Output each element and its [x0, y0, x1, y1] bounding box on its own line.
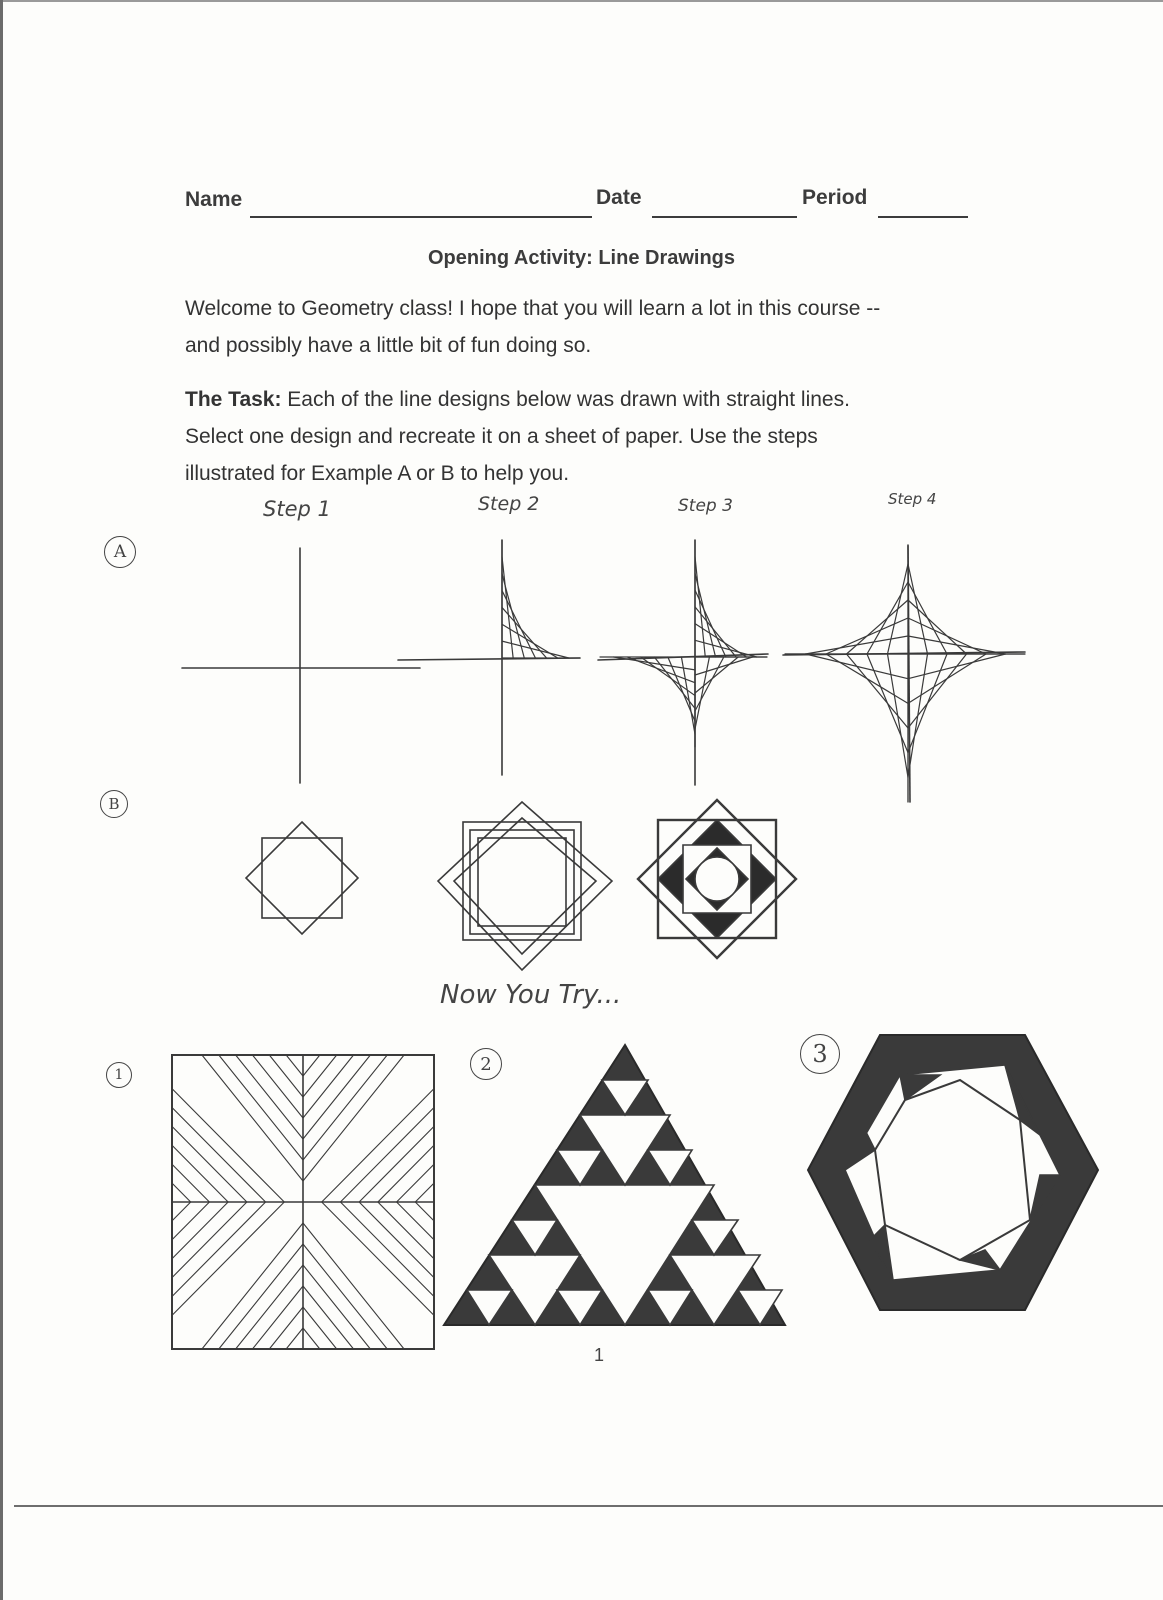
design-2-marker: 2 [470, 1048, 502, 1080]
task-line-3: illustrated for Example A or B to help you. [185, 462, 570, 485]
design-3-marker: 3 [800, 1034, 840, 1074]
example-a-step-1 [182, 548, 420, 783]
period-label: Period [802, 186, 868, 209]
task-label: The Task: [185, 388, 282, 411]
example-a-step-2 [398, 540, 580, 775]
example-a-marker: A [104, 536, 136, 568]
design-2-triangle [444, 1045, 785, 1325]
page-title: Opening Activity: Line Drawings [427, 247, 736, 269]
date-label: Date [596, 186, 642, 209]
step-1-label: Step 1 [263, 497, 331, 521]
example-b-step-1 [246, 822, 358, 934]
intro-line-2: and possibly have a little bit of fun doing so. [185, 334, 592, 357]
now-you-try-label: Now You Try... [440, 980, 622, 1010]
example-b-step-3 [638, 800, 796, 958]
intro-line-1: Welcome to Geometry class! I hope that you will learn a lot in this course -- [185, 297, 881, 320]
design-3-hexagon [808, 1035, 1098, 1310]
example-a-step-3 [598, 540, 768, 785]
example-a-step-4 [783, 545, 1025, 802]
task-line-2: Select one design and recreate it on a sheet of paper. Use the steps [185, 425, 818, 448]
example-b-marker: B [100, 790, 128, 818]
design-1-square [172, 1055, 434, 1349]
design-1-marker: 1 [106, 1062, 132, 1088]
step-4-label: Step 4 [888, 490, 937, 508]
example-b-step-2 [438, 802, 612, 970]
name-label: Name [185, 188, 243, 211]
task-text-1: Each of the line designs below was drawn with straight lines. [281, 388, 850, 411]
step-3-label: Step 3 [678, 496, 733, 516]
step-2-label: Step 2 [478, 493, 540, 515]
page-number: 1 [593, 1345, 604, 1365]
